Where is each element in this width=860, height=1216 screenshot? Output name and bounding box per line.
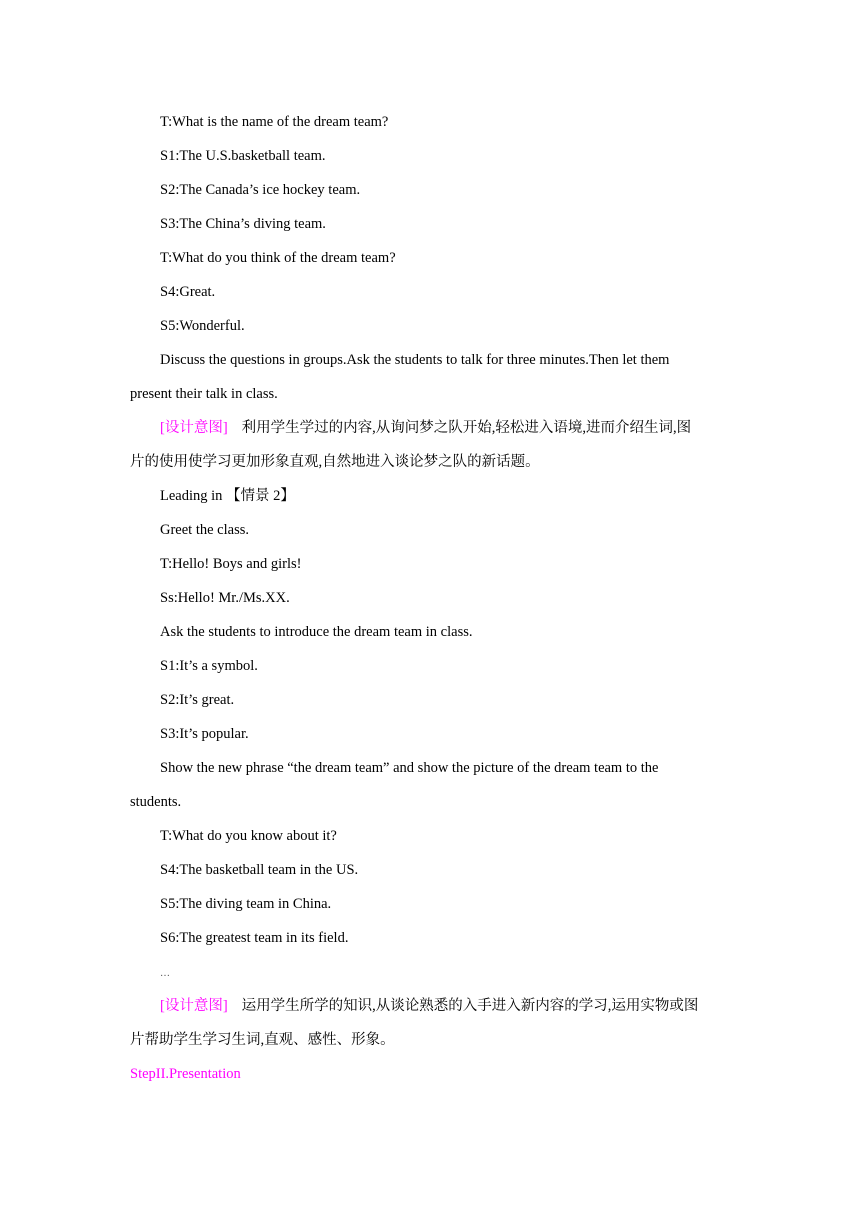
design-intent-tag: [设计意图]	[160, 420, 228, 436]
dialog-line: S6:The greatest team in its field.	[160, 930, 349, 946]
dialog-line: S5:The diving team in China.	[160, 896, 332, 912]
dialog-line: S1:The U.S.basketball team.	[160, 148, 326, 164]
dialog-line: T:Hello! Boys and girls!	[160, 556, 302, 572]
dialog-line: S4:Great.	[160, 284, 216, 300]
section-heading: Leading in 【情景 2】	[160, 488, 295, 504]
ellipsis	[130, 955, 730, 989]
dialog-line: Ss:Hello! Mr./Ms.XX.	[160, 590, 290, 606]
dialog-line: S1:It’s a symbol.	[160, 658, 258, 674]
instruction-line-continued: students.	[130, 794, 182, 810]
design-intent-tag: [设计意图]	[160, 998, 228, 1014]
design-intent-text-continued: 片的使用使学习更加形象直观,自然地进入谈论梦之队的新话题。	[130, 454, 540, 470]
dialog-line: S3:The China’s diving team.	[160, 216, 326, 232]
instruction-line: Discuss the questions in groups.Ask the students to talk for three minutes.Then let them	[160, 352, 670, 368]
design-intent-note	[130, 411, 730, 445]
dialog-line: S2:It’s great.	[160, 692, 235, 708]
dialog-line: T:What is the name of the dream team?	[160, 114, 389, 130]
instruction-line: Show the new phrase “the dream team” and show the picture of the dream team to the	[160, 760, 659, 776]
dialog-line: S4:The basketball team in the US.	[160, 862, 359, 878]
ellipsis-text: …	[160, 968, 170, 979]
design-intent-text: 利用学生学过的内容,从询问梦之队开始,轻松进入语境,进而介绍生词,图	[241, 420, 692, 436]
dialog-line: S2:The Canada’s ice hockey team.	[160, 182, 361, 198]
dialog-line: S3:It’s popular.	[160, 726, 249, 742]
design-intent-note	[130, 989, 730, 1023]
document-body	[130, 105, 730, 1091]
instruction-line: Greet the class.	[160, 522, 249, 538]
instruction-line: Ask the students to introduce the dream team in class.	[160, 624, 473, 640]
dialog-line: S5:Wonderful.	[160, 318, 245, 334]
instruction-line-continued: present their talk in class.	[130, 386, 278, 402]
design-intent-text-continued: 片帮助学生学习生词,直观、感性、形象。	[130, 1032, 395, 1048]
step-heading: StepII.Presentation	[130, 1066, 241, 1082]
dialog-line: T:What do you know about it?	[160, 828, 337, 844]
design-intent-text: 运用学生所学的知识,从谈论熟悉的入手进入新内容的学习,运用实物或图	[241, 998, 699, 1014]
dialog-line: T:What do you think of the dream team?	[160, 250, 396, 266]
